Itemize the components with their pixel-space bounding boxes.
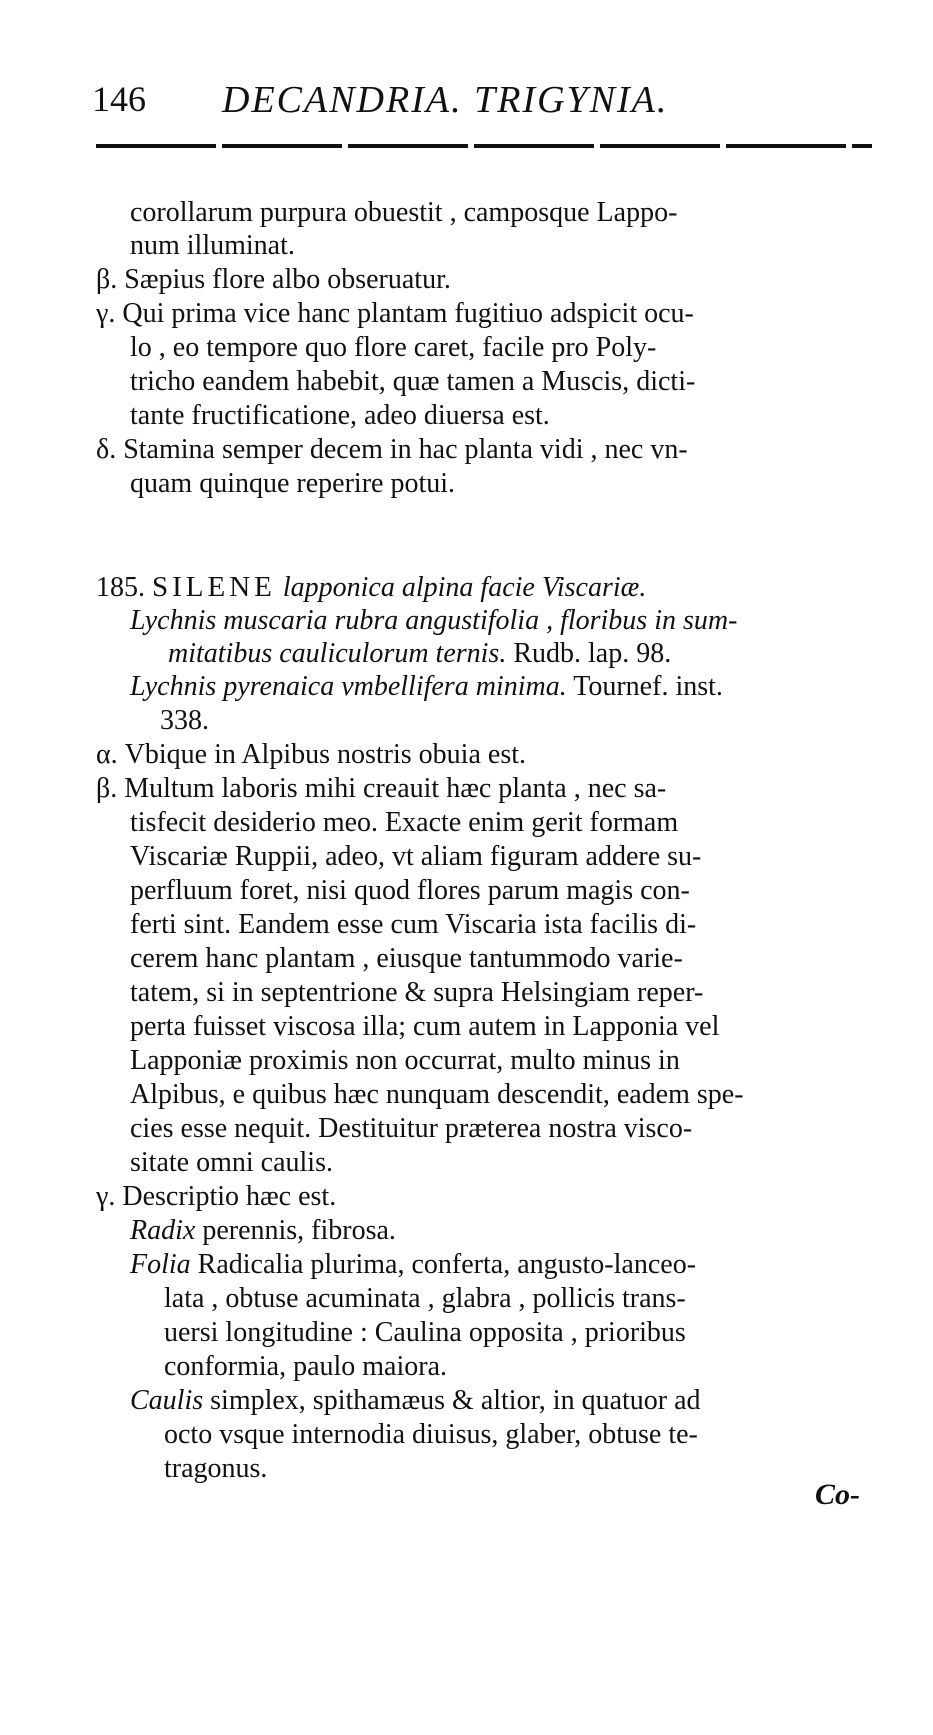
text-line bbox=[164, 1350, 447, 1384]
roman-text: Tournef. inst. bbox=[566, 671, 723, 702]
header-rule bbox=[96, 144, 872, 148]
roman-text: simplex, spithamæus & altior, in quatuor ad bbox=[203, 1385, 701, 1416]
text-line bbox=[168, 637, 671, 671]
text-line: lo , eo tempore quo flore caret, facile pro Poly- bbox=[130, 332, 657, 363]
text-line: tante fructificatione, adeo diuersa est. bbox=[130, 400, 550, 431]
text-line: corollarum purpura obuestit , camposque Lappo- bbox=[130, 197, 678, 228]
italic-text: Lychnis muscaria rubra angustifolia , floribus in sum- bbox=[130, 605, 738, 636]
text-line bbox=[164, 1452, 267, 1486]
text-line: Alpibus, e quibus hæc nunquam descendit, eadem spe- bbox=[130, 1079, 744, 1110]
roman-text: tragonus. bbox=[164, 1453, 268, 1484]
entry-number: 185. bbox=[96, 572, 145, 603]
text-line bbox=[130, 1384, 701, 1418]
running-head: DECANDRIA. TRIGYNIA. bbox=[222, 79, 669, 121]
text-line: perfluum foret, nisi quod flores parum magis con- bbox=[130, 875, 690, 906]
text-line: γ. Qui prima vice hanc plantam fugitiuo adspicit ocu- bbox=[96, 298, 694, 329]
italic-text: Lychnis pyrenaica vmbellifera minima. bbox=[130, 671, 567, 702]
text-line: Lapponiæ proximis non occurrat, multo minus in bbox=[130, 1045, 680, 1076]
roman-text: 338. bbox=[160, 705, 209, 736]
italic-text: Caulis bbox=[130, 1385, 204, 1416]
text-line: num illuminat. bbox=[130, 230, 295, 261]
entry-heading bbox=[96, 570, 646, 605]
text-line: ferti sint. Eandem esse cum Viscaria ista facilis di- bbox=[130, 909, 697, 940]
text-line bbox=[130, 670, 723, 704]
entry-genus: SILENE bbox=[152, 571, 276, 603]
text-line bbox=[164, 1316, 686, 1350]
italic-text: Radix bbox=[130, 1215, 196, 1246]
text-line: Viscariæ Ruppii, adeo, vt aliam figuram addere su- bbox=[130, 841, 702, 872]
roman-text: conformia, paulo maiora. bbox=[164, 1351, 448, 1382]
text-line: perta fuisset viscosa illa; cum autem in Lapponia vel bbox=[130, 1011, 720, 1042]
text-line: tatem, si in septentrione & supra Helsingiam reper- bbox=[130, 977, 704, 1008]
roman-text: Radicalia plurima, conferta, angusto-lanceo- bbox=[190, 1249, 697, 1280]
italic-text: Folia bbox=[130, 1249, 191, 1280]
text-line: β. Multum laboris mihi creauit hæc planta , nec sa- bbox=[96, 773, 667, 804]
text-line: quam quinque reperire potui. bbox=[130, 468, 456, 499]
text-line: sitate omni caulis. bbox=[130, 1147, 333, 1178]
text-line bbox=[164, 1282, 686, 1316]
text-line: β. Sæpius flore albo obseruatur. bbox=[96, 264, 451, 295]
page-header bbox=[92, 78, 872, 128]
catchword: Co- bbox=[815, 1478, 860, 1511]
text-line: tricho eandem habebit, quæ tamen a Muscis, dicti- bbox=[130, 366, 696, 397]
text-line bbox=[130, 1248, 696, 1282]
entry-epithet: lapponica alpina facie Viscariæ. bbox=[282, 572, 647, 603]
text-line: α. Vbique in Alpibus nostris obuia est. bbox=[96, 739, 526, 770]
page-number: 146 bbox=[92, 79, 146, 119]
roman-text: lata , obtuse acuminata , glabra , pollicis trans- bbox=[164, 1283, 686, 1314]
text-line: γ. Descriptio hæc est. bbox=[96, 1181, 337, 1212]
text-line: δ. Stamina semper decem in hac planta vidi , nec vn- bbox=[96, 434, 688, 465]
roman-text: octo vsque internodia diuisus, glaber, obtuse te- bbox=[164, 1419, 698, 1450]
text-line: cerem hanc plantam , eiusque tantummodo varie- bbox=[130, 943, 683, 974]
text-line bbox=[160, 704, 209, 738]
italic-text: mitatibus cauliculorum ternis. bbox=[168, 638, 507, 669]
text-line: tisfecit desiderio meo. Exacte enim gerit formam bbox=[130, 807, 679, 838]
text-line bbox=[164, 1418, 698, 1452]
roman-text: perennis, fibrosa. bbox=[195, 1215, 396, 1246]
text-line: cies esse nequit. Destituitur præterea nostra visco- bbox=[130, 1113, 693, 1144]
roman-text: uersi longitudine : Caulina opposita , prioribus bbox=[164, 1317, 686, 1348]
text-line bbox=[130, 1214, 396, 1248]
roman-text: Rudb. lap. 98. bbox=[506, 638, 672, 669]
text-line bbox=[130, 604, 737, 638]
